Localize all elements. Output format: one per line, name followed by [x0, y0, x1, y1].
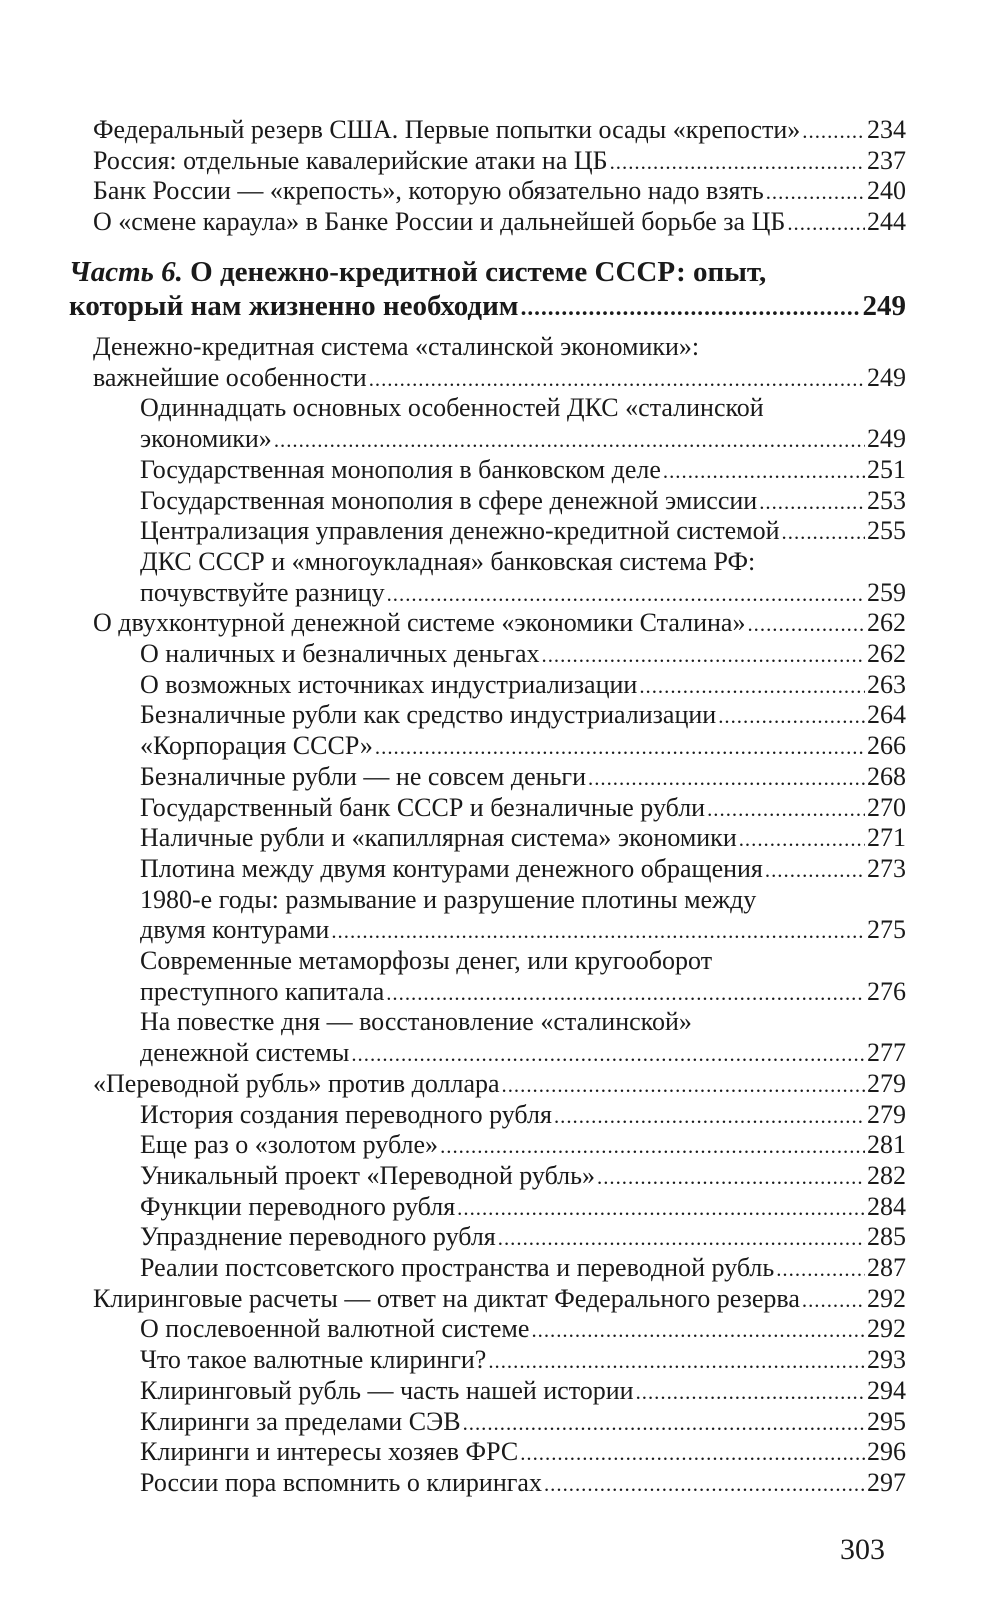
entry-title: Безналичные рубли как средство индустриализации [140, 700, 717, 730]
dot-leader [369, 370, 865, 391]
dot-leader [636, 1383, 865, 1404]
dot-leader [531, 1321, 865, 1342]
entry-title: Клиринговые расчеты — ответ на диктат Федерального резерва [93, 1283, 800, 1313]
entry-page: 270 [867, 792, 906, 822]
dot-leader [502, 1076, 865, 1097]
toc-entry[interactable] [93, 178, 906, 204]
toc-entry[interactable] [93, 1283, 906, 1313]
entry-title: Клиринги и интересы хозяев ФРС [140, 1437, 519, 1467]
entry-title: О послевоенной валютной системе [140, 1314, 530, 1344]
entry-title: Что такое валютные клиринги? [140, 1345, 487, 1375]
entry-title: важнейшие особенности [93, 362, 367, 392]
entry-page: 292 [867, 1314, 906, 1344]
dot-leader [639, 677, 865, 698]
entry-title: О «смене караула» в Банке России и дальнейшей борьбе за ЦБ [93, 207, 786, 237]
toc-entry[interactable] [93, 117, 906, 143]
toc-entry[interactable]: Одиннадцать основных особенностей ДКС «сталинской [140, 393, 764, 423]
toc-entry-continued[interactable] [140, 426, 906, 452]
toc-entry[interactable] [140, 1132, 906, 1158]
dot-leader [463, 1414, 865, 1435]
entry-page: 273 [867, 853, 906, 883]
toc-entry[interactable] [140, 454, 906, 484]
entry-page: 234 [867, 115, 906, 144]
dot-leader [782, 523, 865, 544]
entry-title: Государственная монополия в сфере денежной эмиссии [140, 485, 758, 515]
part-heading[interactable] [69, 258, 766, 287]
entry-title: О возможных источниках индустриализации [140, 669, 638, 699]
entry-page: 259 [867, 577, 906, 607]
part-label: Часть 6. [69, 256, 183, 288]
entry-page: 292 [867, 1283, 906, 1313]
dot-leader [802, 122, 865, 143]
toc-entry[interactable] [140, 641, 906, 667]
entry-page: 268 [867, 761, 906, 791]
toc-entry[interactable] [140, 1375, 906, 1405]
dot-leader [387, 585, 865, 606]
dot-leader [663, 462, 865, 483]
dot-leader [554, 1107, 865, 1128]
dot-leader [739, 830, 865, 851]
entry-title: «Переводной рубль» против доллара [93, 1068, 500, 1098]
toc-entry[interactable] [140, 761, 906, 791]
entry-title: Государственная монополия в банковском деле [140, 454, 661, 484]
dot-leader [765, 861, 865, 882]
entry-page: 271 [867, 823, 906, 853]
entry-title: который нам жизненно необходим [69, 290, 519, 322]
dot-leader [718, 707, 865, 728]
dot-leader [386, 984, 865, 1005]
toc-entry[interactable] [140, 1439, 906, 1465]
dot-leader [544, 1475, 865, 1496]
toc-entry[interactable] [140, 1406, 906, 1436]
dot-leader [351, 1045, 865, 1066]
dot-leader [274, 431, 865, 452]
toc-entry[interactable]: ДКС СССР и «многоукладная» банковская система РФ: [140, 546, 756, 576]
entry-page: 237 [867, 145, 906, 175]
toc-entry[interactable] [140, 702, 906, 728]
dot-leader [588, 769, 865, 790]
part-heading-continued[interactable] [69, 292, 906, 321]
entry-title: «Корпорация СССР» [140, 731, 373, 761]
toc-entry[interactable] [93, 145, 906, 175]
entry-page: 282 [867, 1160, 906, 1190]
toc-entry[interactable] [140, 853, 906, 883]
entry-title: денежной системы [140, 1038, 350, 1068]
toc-entry[interactable] [140, 1347, 906, 1373]
toc-entry[interactable] [140, 1467, 906, 1497]
dot-leader [542, 646, 865, 667]
entry-title: Клиринговый рубль — часть нашей истории [140, 1375, 634, 1405]
toc-entry-continued[interactable] [140, 976, 906, 1006]
toc-entry[interactable] [93, 610, 906, 636]
toc-entry-continued[interactable] [140, 917, 906, 943]
entry-title: Упразднение переводного рубля [140, 1222, 496, 1252]
toc-entry[interactable]: Современные метаморфозы денег, или кругооборот [140, 946, 713, 975]
toc-entry[interactable] [140, 669, 906, 699]
dot-leader [776, 1260, 865, 1281]
entry-page: 253 [867, 485, 906, 515]
toc-entry[interactable] [140, 733, 906, 759]
entry-title: Еще раз о «золотом рубле» [140, 1130, 439, 1160]
toc-entry[interactable] [140, 485, 906, 515]
toc-entry[interactable]: Денежно-кредитная система «сталинской экономики»: [93, 332, 700, 361]
entry-page: 255 [867, 516, 906, 546]
toc-entry[interactable]: На повестке дня — восстановление «сталинской» [140, 1007, 692, 1037]
entry-title: преступного капитала [140, 976, 385, 1006]
entry-title: двумя контурами [140, 915, 330, 945]
toc-entry[interactable] [140, 518, 906, 544]
entry-page: 284 [867, 1191, 906, 1221]
entry-page: 244 [867, 207, 906, 237]
dot-leader [498, 1229, 865, 1250]
dot-leader [457, 1199, 865, 1220]
entry-title: Централизация управления денежно-кредитной системой [140, 516, 780, 546]
entry-title: Федеральный резерв США. Первые попытки осады «крепости» [93, 115, 801, 144]
dot-leader [707, 800, 865, 821]
entry-title: Клиринги за пределами СЭВ [140, 1406, 461, 1436]
toc-entry[interactable] [140, 1099, 906, 1129]
dot-leader [747, 615, 865, 636]
toc-entry-continued[interactable] [93, 362, 906, 392]
toc-entry[interactable] [140, 1191, 906, 1221]
toc-entry[interactable] [140, 1255, 906, 1281]
entry-page: 287 [867, 1253, 906, 1282]
toc-entry[interactable] [93, 1068, 906, 1098]
dot-leader [440, 1137, 865, 1158]
entry-page: 281 [867, 1130, 906, 1160]
dot-leader [787, 214, 865, 235]
dot-leader [597, 1168, 865, 1189]
toc-entry[interactable] [140, 825, 906, 851]
dot-leader [610, 153, 865, 174]
entry-title: Государственный банк СССР и безналичные рубли [140, 792, 706, 822]
part-title-line: О денежно-кредитной системе СССР: опыт, [190, 256, 767, 288]
entry-page: 285 [867, 1222, 906, 1252]
toc-entry[interactable] [140, 1224, 906, 1250]
entry-title: Наличные рубли и «капиллярная система» экономики [140, 823, 737, 853]
entry-page: 296 [867, 1437, 906, 1467]
entry-page: 297 [867, 1467, 906, 1497]
entry-page: 279 [867, 1068, 906, 1098]
entry-title: Уникальный проект «Переводной рубль» [140, 1160, 595, 1190]
page-number: 303 [840, 1533, 885, 1566]
toc-entry-continued[interactable] [140, 1040, 906, 1066]
toc-entry-continued[interactable] [140, 577, 906, 607]
entry-title: Безналичные рубли — не совсем деньги [140, 761, 586, 791]
dot-leader [802, 1291, 865, 1312]
entry-page: 266 [867, 731, 906, 761]
entry-title: О двухконтурной денежной системе «экономики Сталина» [93, 608, 746, 638]
entry-title: Банк России — «крепость», которую обязательно надо взять [93, 176, 764, 206]
entry-page: 275 [867, 915, 906, 945]
dot-leader [375, 738, 865, 759]
dot-leader [520, 1444, 865, 1465]
entry-page: 277 [867, 1038, 906, 1068]
toc-entry[interactable] [93, 209, 906, 235]
entry-page: 249 [862, 290, 906, 322]
entry-page: 264 [867, 700, 906, 730]
toc-entry[interactable] [140, 792, 906, 822]
entry-title: История создания переводного рубля [140, 1099, 552, 1129]
entry-page: 249 [867, 362, 906, 392]
dot-leader [766, 183, 865, 204]
dot-leader [331, 922, 865, 943]
entry-page: 276 [867, 976, 906, 1006]
entry-page: 249 [867, 424, 906, 454]
entry-title: Плотина между двумя контурами денежного обращения [140, 853, 763, 883]
entry-page: 263 [867, 669, 906, 699]
entry-page: 279 [867, 1099, 906, 1129]
dot-leader [759, 493, 865, 514]
entry-title: Россия: отдельные кавалерийские атаки на ЦБ [93, 145, 608, 175]
entry-title: почувствуйте разницу [140, 577, 385, 607]
entry-page: 240 [867, 176, 906, 206]
entry-title: России пора вспомнить о клирингах [140, 1467, 542, 1497]
entry-page: 262 [867, 639, 906, 668]
entry-title: Функции переводного рубля [140, 1191, 456, 1221]
dot-leader [488, 1352, 865, 1373]
entry-page: 293 [867, 1345, 906, 1375]
entry-title: О наличных и безналичных деньгах [140, 639, 540, 668]
toc-entry[interactable]: 1980-е годы: размывание и разрушение плотины между [140, 884, 757, 914]
toc-entry[interactable] [140, 1160, 906, 1190]
entry-page: 295 [867, 1406, 906, 1436]
entry-page: 251 [867, 454, 906, 484]
entry-title: Реалии постсоветского пространства и переводной рубль [140, 1253, 775, 1282]
toc-entry[interactable] [140, 1316, 906, 1342]
entry-page: 294 [867, 1375, 906, 1405]
entry-title: экономики» [140, 424, 272, 454]
entry-page: 262 [867, 608, 906, 638]
dot-leader [521, 297, 861, 320]
